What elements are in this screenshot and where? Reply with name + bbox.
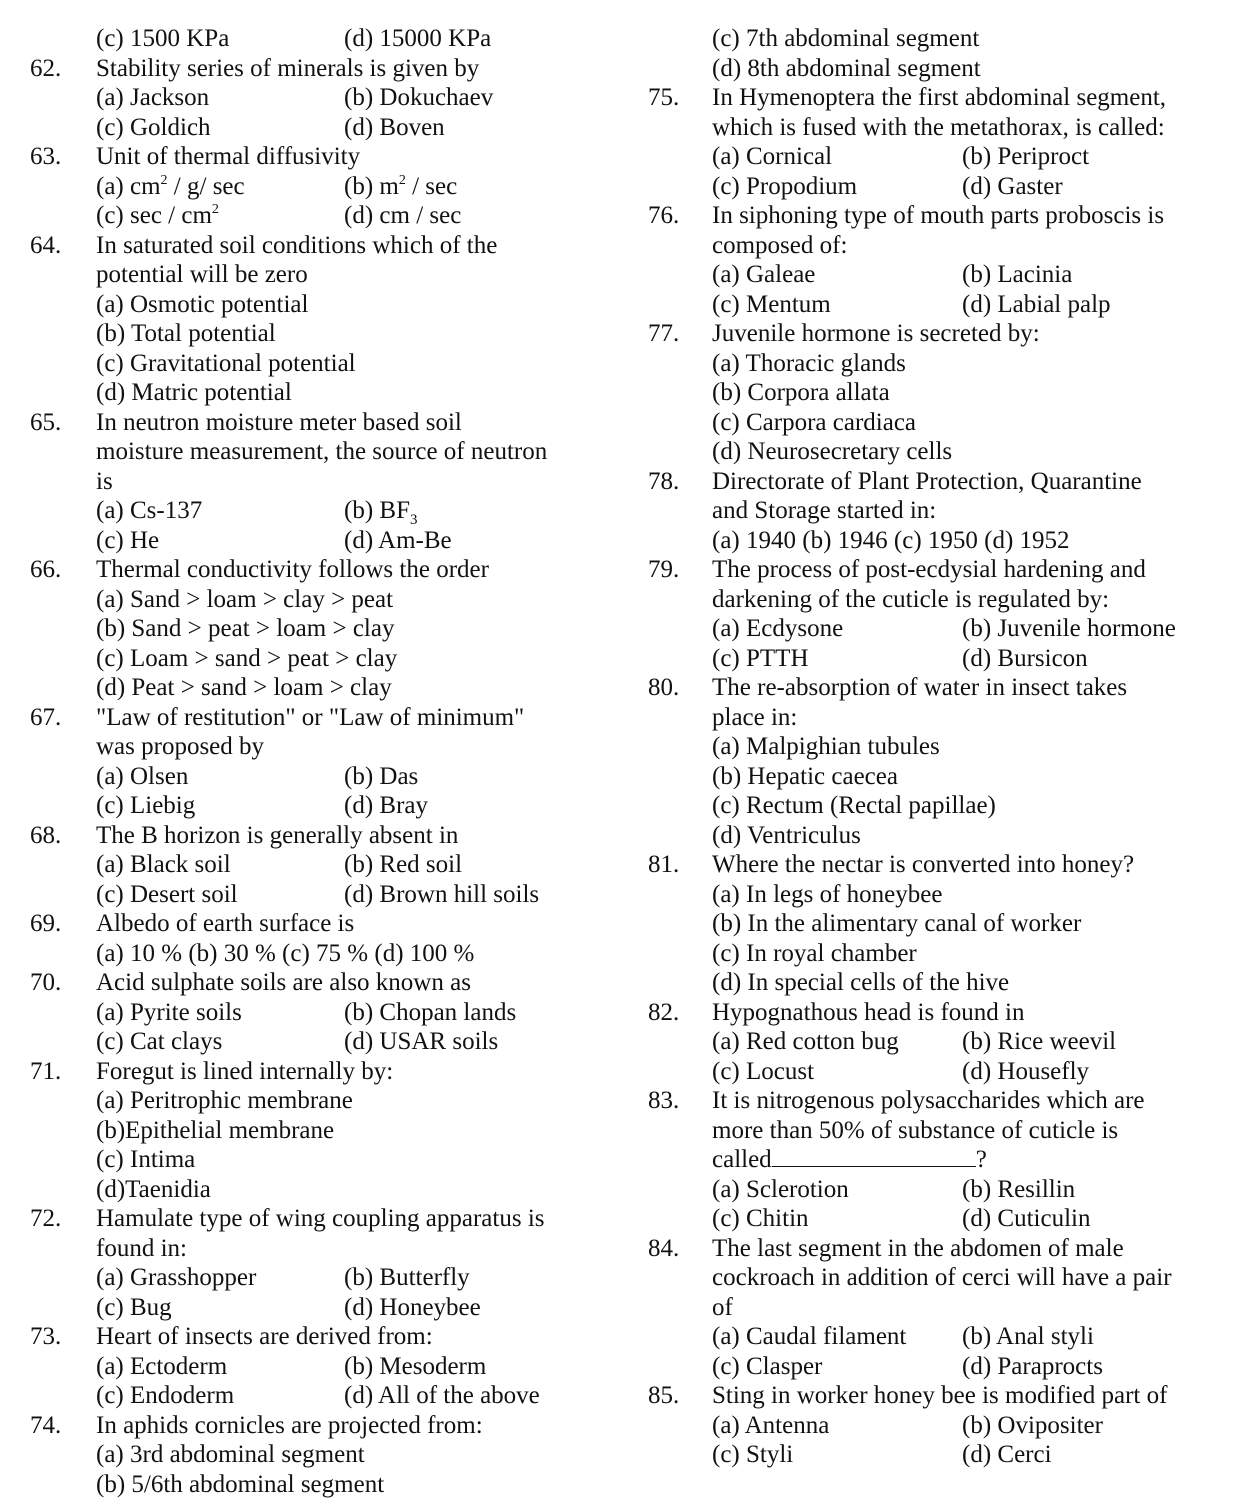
option-right: (b) Juvenile hormone <box>962 615 1176 642</box>
text-line <box>648 880 1208 910</box>
text-line <box>648 703 1208 733</box>
option-left: (a) Olsen <box>96 762 189 790</box>
text-line <box>30 614 600 644</box>
option-text: (c) sec / cm <box>96 202 212 229</box>
option-pair <box>30 880 600 910</box>
option-right: (d) Boven <box>344 113 445 141</box>
question-line <box>30 909 600 939</box>
option-left: (a) Pyrite soils <box>96 998 242 1026</box>
option-left: (c) Liebig <box>96 792 196 819</box>
option-left: (c) Mentum <box>712 290 831 318</box>
line-text: (c) In royal chamber <box>712 939 917 967</box>
option-pair <box>648 1175 1208 1205</box>
option-pair <box>30 791 600 821</box>
line-text: found in: <box>96 1234 187 1262</box>
question-number: 63. <box>30 143 62 170</box>
text-line <box>648 526 1208 556</box>
option-pair <box>648 644 1208 674</box>
text-line <box>30 1470 600 1500</box>
option-left: (a) Ecdysone <box>712 615 844 642</box>
option-left: (c) Cat clays <box>96 1028 223 1055</box>
question-text: Hamulate type of wing coupling apparatus is <box>96 1205 545 1232</box>
option-left: (c) Chitin <box>712 1205 809 1232</box>
question-line <box>648 850 1208 880</box>
text-line <box>648 113 1208 143</box>
option-text: (b) BF <box>344 497 410 524</box>
subscript: 3 <box>409 512 418 528</box>
option-pair <box>648 1204 1208 1234</box>
superscript: 2 <box>160 172 168 188</box>
line-text: (d) In special cells of the hive <box>712 969 1010 996</box>
text-line <box>30 585 600 615</box>
option-right: (b) Chopan lands <box>344 998 517 1026</box>
option-right: (d) Labial palp <box>962 290 1111 318</box>
text-line <box>30 939 600 969</box>
line-text <box>712 1145 987 1175</box>
option-pair <box>648 142 1208 172</box>
option-pair <box>648 1322 1208 1352</box>
question-line <box>30 54 600 84</box>
option-left: (a) Red cotton bug <box>712 1028 899 1055</box>
option-pair <box>30 526 600 556</box>
option-pair <box>30 496 600 526</box>
question-number: 81. <box>648 851 680 878</box>
blank-prefix: called <box>712 1146 772 1173</box>
question-number: 62. <box>30 54 62 82</box>
option-right: (b) Resillin <box>962 1175 1076 1203</box>
question-line <box>648 201 1208 231</box>
option-left: (c) Styli <box>712 1441 794 1468</box>
question-line <box>30 408 600 438</box>
line-text: is <box>96 467 113 495</box>
question-text: Stability series of minerals is given by <box>96 54 480 82</box>
line-text: of <box>712 1293 733 1321</box>
question-number: 75. <box>648 84 680 111</box>
line-text: cockroach in addition of cerci will have a pair <box>712 1264 1172 1291</box>
option-text: / g/ sec <box>167 172 245 200</box>
question-line <box>30 821 600 851</box>
option-right: (d) Cuticulin <box>962 1205 1091 1232</box>
option-left: (a) Caudal filament <box>712 1323 907 1350</box>
option-right: (d) cm / sec <box>344 202 462 229</box>
line-text: and Storage started in: <box>712 497 937 524</box>
question-text: "Law of restitution" or "Law of minimum" <box>96 703 525 731</box>
option-pair <box>30 762 600 792</box>
text-line <box>30 1116 600 1146</box>
option-pair <box>30 113 600 143</box>
question-text: In Hymenoptera the first abdominal segment, <box>712 84 1167 111</box>
option-left: (c) 1500 KPa <box>96 25 230 52</box>
question-text: The last segment in the abdomen of male <box>712 1234 1124 1262</box>
line-text: (a) 1940 (b) 1946 (c) 1950 (d) 1952 <box>712 526 1070 554</box>
option-left: (c) Desert soil <box>96 880 238 908</box>
option-left: (a) Grasshopper <box>96 1264 257 1291</box>
line-text: (c) Loam > sand > peat > clay <box>96 644 398 672</box>
option-right: (b) Lacinia <box>962 261 1073 288</box>
text-line <box>648 496 1208 526</box>
option-left: (a) Ectoderm <box>96 1352 228 1380</box>
option-pair <box>648 290 1208 320</box>
question-line <box>30 968 600 998</box>
option-pair <box>30 1027 600 1057</box>
question-line <box>648 998 1208 1028</box>
blank-suffix: ? <box>975 1146 987 1173</box>
text-line <box>648 939 1208 969</box>
text-line <box>648 732 1208 762</box>
option-pair <box>30 850 600 880</box>
line-text: (c) Gravitational potential <box>96 349 356 377</box>
question-line <box>648 673 1208 703</box>
line-text: (d) Peat > sand > loam > clay <box>96 674 392 701</box>
line-text: (b) Corpora allata <box>712 379 890 406</box>
option-right: (b) Periproct <box>962 143 1090 170</box>
line-text: (b) In the alimentary canal of worker <box>712 910 1082 937</box>
text-line <box>30 1234 600 1264</box>
line-text: (a) 3rd abdominal segment <box>96 1441 365 1468</box>
right-column <box>648 24 1208 1470</box>
option-right: (b) Dokuchaev <box>344 84 494 111</box>
option-right: (d) 15000 KPa <box>344 25 492 52</box>
line-text: (d) 8th abdominal segment <box>712 54 981 82</box>
question-text: In siphoning type of mouth parts proboscis is <box>712 202 1165 229</box>
question-line <box>30 142 600 172</box>
question-line <box>648 1381 1208 1411</box>
option-pair <box>648 614 1208 644</box>
question-text: Where the nectar is converted into honey? <box>712 851 1135 878</box>
line-text: (b) Sand > peat > loam > clay <box>96 615 395 642</box>
question-text: Directorate of Plant Protection, Quarantine <box>712 467 1142 495</box>
text-line <box>30 290 600 320</box>
option-text: (a) cm <box>96 172 161 200</box>
option-pair <box>30 1352 600 1382</box>
option-left: (a) Jackson <box>96 84 210 111</box>
option-right: (d) Brown hill soils <box>344 880 540 908</box>
line-text: potential will be zero <box>96 261 308 288</box>
option-pair <box>648 260 1208 290</box>
line-text: (c) Carpora cardiaca <box>712 408 917 436</box>
question-number: 83. <box>648 1087 680 1114</box>
option-left: (c) Goldich <box>96 113 211 141</box>
text-line <box>30 349 600 379</box>
option-right: (b) Butterfly <box>344 1264 470 1291</box>
text-line <box>30 644 600 674</box>
option-right: (d) Bray <box>344 792 428 819</box>
question-number: 69. <box>30 910 62 937</box>
option-left: (a) Black soil <box>96 851 231 878</box>
line-text: (a) 10 % (b) 30 % (c) 75 % (d) 100 % <box>96 939 475 967</box>
text-line <box>30 467 600 497</box>
option-pair <box>648 172 1208 202</box>
text-line <box>30 1440 600 1470</box>
option-right: (d) Housefly <box>962 1057 1090 1085</box>
option-pair <box>648 1057 1208 1087</box>
question-text: The re-absorption of water in insect takes <box>712 674 1128 701</box>
line-text: (a) Thoracic glands <box>712 349 906 377</box>
question-text: In aphids cornicles are projected from: <box>96 1411 483 1439</box>
text-line <box>30 1145 600 1175</box>
question-text: Hypognathous head is found in <box>712 998 1025 1026</box>
line-text: composed of: <box>712 231 848 259</box>
option-left: (a) Sclerotion <box>712 1175 849 1203</box>
text-line <box>648 437 1208 467</box>
line-text: place in: <box>712 703 798 731</box>
question-number: 68. <box>30 821 62 849</box>
line-text: (d) Ventriculus <box>712 821 861 849</box>
line-text: (b) Total potential <box>96 320 276 347</box>
question-line <box>648 1086 1208 1116</box>
question-number: 73. <box>30 1323 62 1350</box>
line-text: (b) Hepatic caecea <box>712 762 898 790</box>
question-number: 65. <box>30 408 62 436</box>
text-line <box>648 762 1208 792</box>
line-text: (c) Intima <box>96 1146 196 1173</box>
question-line <box>648 555 1208 585</box>
option-right: (d) Am-Be <box>344 526 452 554</box>
text-line <box>648 231 1208 261</box>
option-left: (c) Locust <box>712 1057 815 1085</box>
text-line <box>30 378 600 408</box>
option-text: (b) m <box>344 172 399 200</box>
question-text: Juvenile hormone is secreted by: <box>712 320 1040 347</box>
text-line <box>30 732 600 762</box>
question-text: Sting in worker honey bee is modified part of <box>712 1382 1168 1409</box>
question-number: 79. <box>648 556 680 583</box>
option-pair <box>30 201 600 231</box>
answer-blank <box>772 1146 976 1167</box>
option-left: (a) Antenna <box>712 1411 830 1439</box>
text-line <box>648 349 1208 379</box>
option-right: (b) Mesoderm <box>344 1352 487 1380</box>
line-text: (a) Malpighian tubules <box>712 733 940 760</box>
question-line <box>648 467 1208 497</box>
text-line <box>30 1086 600 1116</box>
option-right <box>344 496 417 530</box>
question-number: 71. <box>30 1057 62 1085</box>
question-line <box>30 1204 600 1234</box>
text-line <box>648 1293 1208 1323</box>
option-pair <box>648 1027 1208 1057</box>
option-left: (c) PTTH <box>712 644 809 672</box>
question-number: 82. <box>648 998 680 1026</box>
question-text: Thermal conductivity follows the order <box>96 556 489 583</box>
question-number: 85. <box>648 1382 680 1409</box>
question-number: 67. <box>30 703 62 731</box>
question-line <box>30 231 600 261</box>
option-left <box>96 201 219 235</box>
question-line <box>648 1234 1208 1264</box>
question-line <box>30 1057 600 1087</box>
text-line <box>30 1175 600 1205</box>
text-line <box>30 260 600 290</box>
line-text: darkening of the cuticle is regulated by: <box>712 585 1110 613</box>
superscript: 2 <box>211 202 219 217</box>
option-left: (c) He <box>96 526 160 554</box>
line-text: (d)Taenidia <box>96 1175 211 1203</box>
option-pair <box>648 1411 1208 1441</box>
option-right: (d) Honeybee <box>344 1293 481 1321</box>
question-line <box>648 83 1208 113</box>
text-line <box>30 437 600 467</box>
line-text: (a) In legs of honeybee <box>712 880 943 908</box>
text-line <box>648 585 1208 615</box>
left-column <box>30 24 600 1499</box>
option-pair <box>30 1293 600 1323</box>
option-right: (d) Gaster <box>962 172 1063 200</box>
option-left: (c) Propodium <box>712 172 858 200</box>
question-text: In neutron moisture meter based soil <box>96 408 462 436</box>
line-text: which is fused with the metathorax, is called: <box>712 113 1165 141</box>
option-left: (c) Clasper <box>712 1352 823 1380</box>
text-line <box>30 319 600 349</box>
option-right: (d) USAR soils <box>344 1028 499 1055</box>
option-pair <box>30 998 600 1028</box>
question-line <box>30 703 600 733</box>
option-right: (d) Cerci <box>962 1441 1052 1468</box>
option-left: (c) Bug <box>96 1293 172 1321</box>
option-left: (c) Endoderm <box>96 1382 235 1409</box>
question-number: 66. <box>30 556 62 583</box>
question-text: In saturated soil conditions which of the <box>96 231 498 259</box>
question-line <box>648 319 1208 349</box>
option-pair <box>30 24 600 54</box>
question-number: 80. <box>648 674 680 701</box>
text-line <box>648 968 1208 998</box>
option-right: (d) Bursicon <box>962 644 1088 672</box>
text-line <box>648 408 1208 438</box>
question-line <box>30 555 600 585</box>
question-number: 64. <box>30 231 62 259</box>
option-pair <box>648 1440 1208 1470</box>
question-number: 77. <box>648 320 680 347</box>
line-text: (d) Neurosecretary cells <box>712 438 953 465</box>
option-left <box>96 172 245 206</box>
question-text: The process of post-ecdysial hardening and <box>712 556 1146 583</box>
line-text: more than 50% of substance of cuticle is <box>712 1116 1119 1144</box>
line-text: (d) Matric potential <box>96 379 292 406</box>
option-right: (b) Ovipositer <box>962 1411 1103 1439</box>
option-right: (b) Red soil <box>344 851 463 878</box>
text-line <box>648 821 1208 851</box>
option-right <box>344 172 457 206</box>
line-text: (b)Epithelial membrane <box>96 1116 335 1144</box>
question-number: 74. <box>30 1411 62 1439</box>
option-right: (b) Rice weevil <box>962 1028 1117 1055</box>
question-text: It is nitrogenous polysaccharides which are <box>712 1087 1145 1114</box>
question-line <box>30 1322 600 1352</box>
option-pair <box>30 1381 600 1411</box>
text-line <box>30 673 600 703</box>
question-line <box>30 1411 600 1441</box>
option-right: (d) Paraprocts <box>962 1352 1103 1380</box>
question-text: Foregut is lined internally by: <box>96 1057 394 1085</box>
line-text: (c) Rectum (Rectal papillae) <box>712 792 996 819</box>
text-line <box>648 1116 1208 1146</box>
option-pair <box>30 83 600 113</box>
question-text: Albedo of earth surface is <box>96 910 355 937</box>
question-text: The B horizon is generally absent in <box>96 821 459 849</box>
question-number: 84. <box>648 1234 680 1262</box>
text-line <box>648 791 1208 821</box>
option-pair <box>30 1263 600 1293</box>
option-left: (a) Galeae <box>712 261 816 288</box>
option-left: (a) Cornical <box>712 143 833 170</box>
question-number: 70. <box>30 969 62 996</box>
option-right: (b) Anal styli <box>962 1323 1094 1350</box>
line-text: (c) 7th abdominal segment <box>712 25 980 52</box>
text-line <box>648 909 1208 939</box>
line-text: (a) Peritrophic membrane <box>96 1087 353 1114</box>
superscript: 2 <box>398 172 406 188</box>
question-number: 72. <box>30 1205 62 1232</box>
option-pair <box>30 172 600 202</box>
question-text: Acid sulphate soils are also known as <box>96 969 471 996</box>
line-text: was proposed by <box>96 733 265 760</box>
fill-blank-line <box>648 1145 1208 1175</box>
question-text: Heart of insects are derived from: <box>96 1323 433 1350</box>
text-line <box>648 24 1208 54</box>
text-line <box>648 1263 1208 1293</box>
question-text: Unit of thermal diffusivity <box>96 143 361 170</box>
line-text: (a) Osmotic potential <box>96 290 309 318</box>
option-left: (a) Cs-137 <box>96 497 203 524</box>
text-line <box>648 378 1208 408</box>
option-pair <box>648 1352 1208 1382</box>
question-number: 76. <box>648 202 680 229</box>
option-text: / sec <box>405 172 458 200</box>
text-line <box>648 54 1208 84</box>
option-right: (b) Das <box>344 762 419 790</box>
line-text: (a) Sand > loam > clay > peat <box>96 585 394 613</box>
question-number: 78. <box>648 467 680 495</box>
line-text: (b) 5/6th abdominal segment <box>96 1470 385 1498</box>
line-text: moisture measurement, the source of neutron <box>96 438 548 465</box>
option-right: (d) All of the above <box>344 1382 540 1409</box>
